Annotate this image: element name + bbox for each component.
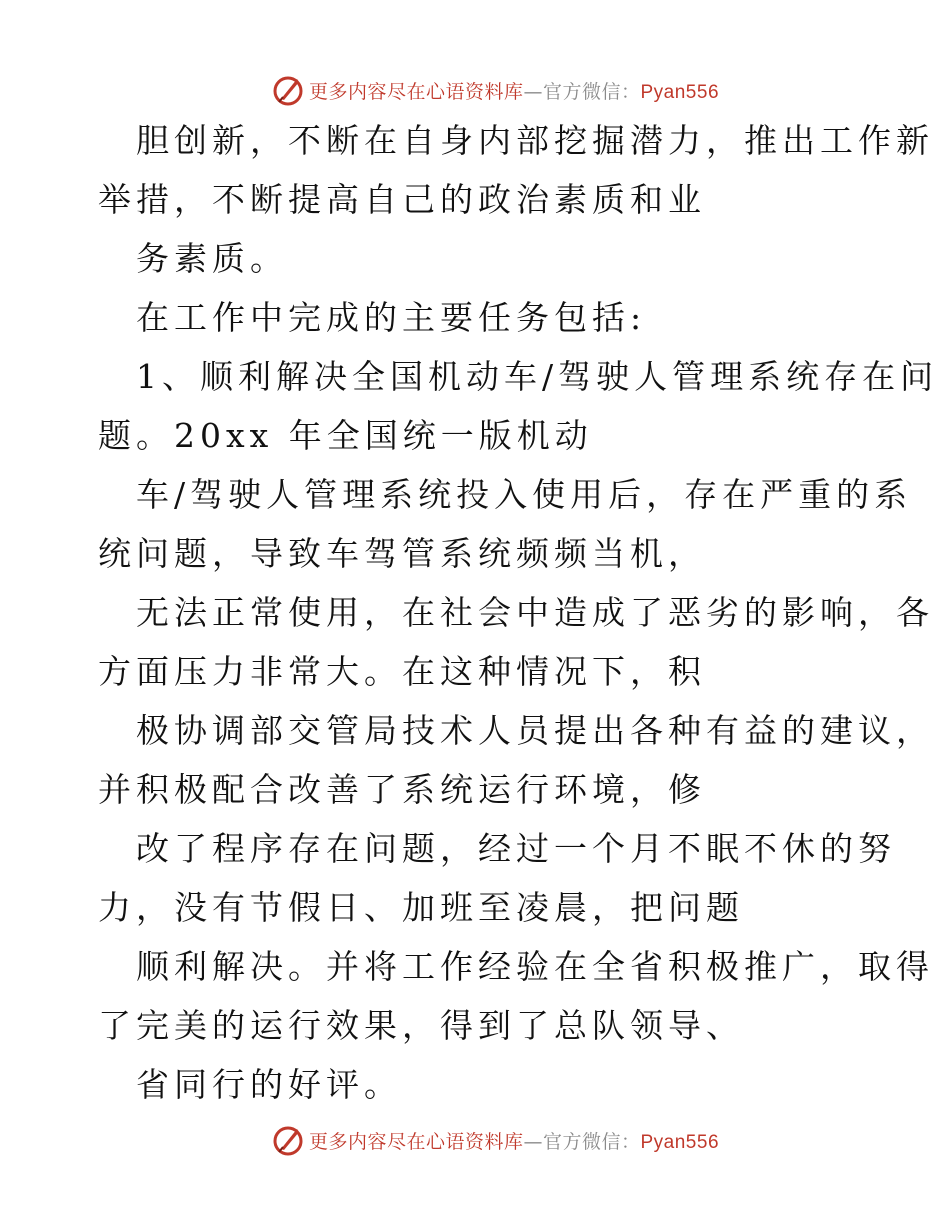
text-line: 了完美的运行效果，得到了总队领导、: [98, 1006, 744, 1045]
text-line: 车/驾驶人管理系统投入使用后，存在严重的系: [136, 475, 913, 514]
watermark-dash: —官方微信：: [523, 80, 641, 103]
watermark-main: 更多内容尽在心语资料库: [308, 1130, 524, 1153]
text-line: 1、顺利解决全国机动车/驾驶人管理系统存在问: [136, 357, 939, 396]
text-line: 无法正常使用，在社会中造成了恶劣的影响，各: [136, 593, 934, 632]
text-line: 在工作中完成的主要任务包括:: [136, 298, 647, 337]
text-line: 并积极配合改善了系统运行环境，修: [98, 770, 706, 809]
text-line: 胆创新，不断在自身内部挖掘潜力，推出工作新: [136, 121, 934, 160]
text-line: 务素质。: [136, 239, 288, 278]
text-line: 极协调部交管局技术人员提出各种有益的建议，: [136, 711, 934, 750]
text-line: 举措，不断提高自己的政治素质和业: [98, 180, 706, 219]
header-watermark: [0, 70, 950, 110]
text-line: 改了程序存在问题，经过一个月不眠不休的努: [136, 829, 896, 868]
watermark-main: 更多内容尽在心语资料库: [308, 80, 524, 103]
text-line: 方面压力非常大。在这种情况下，积: [98, 652, 706, 691]
text-line: 顺利解决。并将工作经验在全省积极推广，取得: [136, 947, 934, 986]
watermark-id: Pyan556: [640, 1131, 720, 1153]
text-line: 题。20xx 年全国统一版机动: [98, 416, 593, 455]
quill-logo-icon: [271, 1123, 305, 1157]
watermark-text: [309, 1127, 719, 1154]
watermark-text: [309, 77, 719, 104]
quill-logo-icon: [271, 73, 305, 107]
watermark-id: Pyan556: [640, 81, 720, 103]
text-line: 省同行的好评。: [136, 1065, 402, 1104]
watermark-dash: —官方微信：: [523, 1130, 641, 1153]
text-line: 力，没有节假日、加班至凌晨，把问题: [98, 888, 744, 927]
footer-watermark: [0, 1120, 950, 1160]
text-line: 统问题，导致车驾管系统频频当机，: [98, 534, 706, 573]
